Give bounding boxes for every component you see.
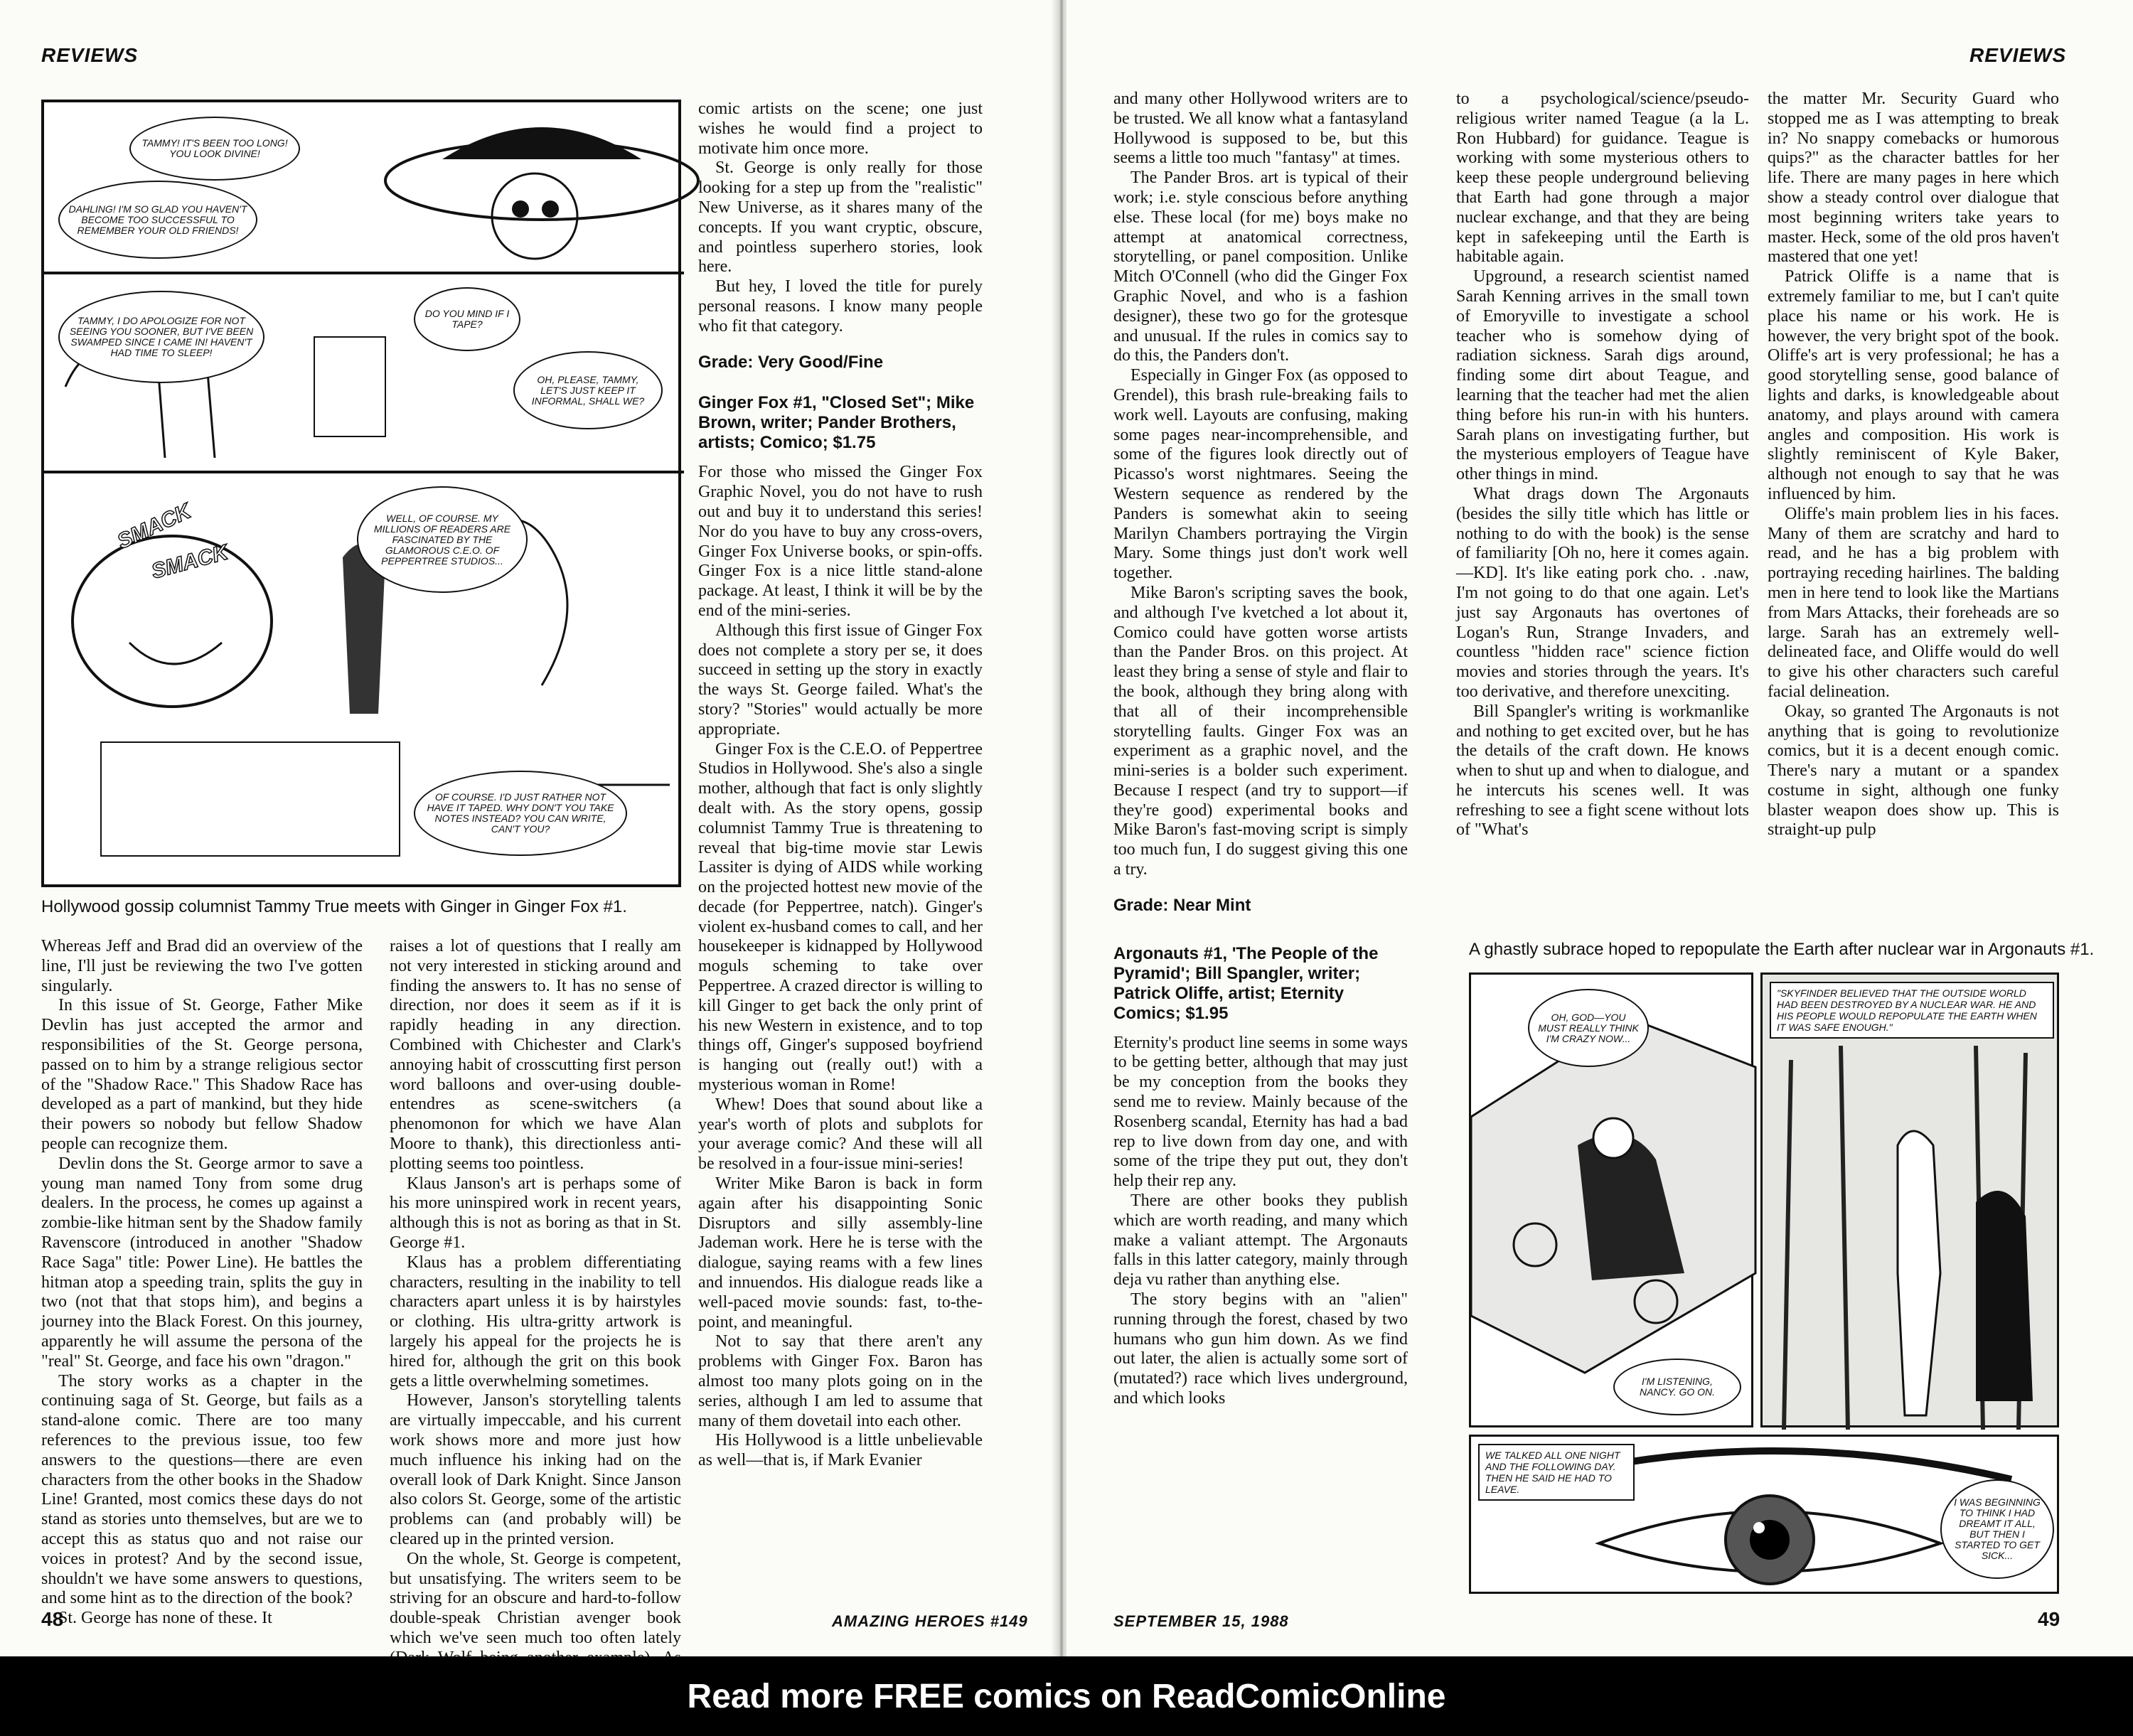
paragraph: Although this first issue of Ginger Fox does not complete a story per se, it does succeed in setting up the story in exactly the ways St. George failed. What's the story? "Stories" would actually be more appropriate.: [698, 621, 983, 739]
sound-effect: SMACK: [113, 499, 195, 554]
paragraph: However, Janson's storytelling talents are virtually impeccable, and his current work shows more and more just how much influence his inking had on the overall look of Dark Knight. Since Janson also colors St. George, some of the artistic problems can (and probably will) be cleared up in the printed version.: [390, 1391, 681, 1548]
paragraph: Upground, a research scientist named Sarah Kenning arrives in the small town of Emoryville to investigate a school teacher who is somehow dying of radiation sickness. Sarah digs around, finding some dirt about Teague, and learning that the teacher had met the alien thing before his run-in with his hunters. Sarah plans on investigating further, but the mysterious employers of Teague have other things in mind.: [1456, 267, 1749, 484]
paragraph: Bill Spangler's writing is workmanlike and nothing to get excited over, but he has the details of the craft down. He knows when to shut up and when to dialogue, and he intercuts his scenes well. It was refreshing to see a fight scene without lots of "What's: [1456, 702, 1749, 840]
paragraph: Writer Mike Baron is back in form again after his disappointing Sonic Disruptors and silly assembly-line Jademan work. Here he is terse with the dialogue, saying reams with a few lines and innuendos. His dialogue reads like a well-paced movie sounds: fast, to-the-point, and meaningful.: [698, 1174, 983, 1332]
review-heading: Argonauts #1, 'The People of the Pyramid'; Bill Spangler, writer; Patrick Oliffe, artist; Eternity Comics; $1.95: [1113, 943, 1379, 1023]
article-column-3: [1768, 90, 2059, 928]
paragraph: Oliffe's main problem lies in his faces. Many of them are scratchy and hard to read, and he has a big problem with portraying receding hairlines. The balding men in here tend to look like the Martians from Mars Attacks, their foreheads are so large. Sarah has an extremely well-delineated face, and Oliffe would do well to give his other characters such careful facial delineation.: [1768, 504, 2059, 701]
figure-caption: A ghastly subrace hoped to repopulate the Earth after nuclear war in Argonauts #1.: [1469, 940, 2095, 959]
paragraph: Klaus Janson's art is perhaps some of his more uninspired work in recent years, although this is not as boring as that in St. George #1.: [390, 1174, 681, 1252]
speech-balloon: DAHLING! I'M SO GLAD YOU HAVEN'T BECOME TOO SUCCESSFUL TO REMEMBER YOUR OLD FRIENDS!: [58, 181, 257, 259]
paragraph: and many other Hollywood writers are to be trusted. We all know what a fantasyland Hollywood is supposed to be, but this seems a little too much "fantasy" at times.: [1113, 90, 1408, 168]
promo-banner[interactable]: Read more FREE comics on ReadComicOnline: [0, 1656, 2133, 1736]
paragraph: But hey, I loved the title for purely personal reasons. I know many people who fit that category.: [698, 277, 983, 336]
page-number: 49: [2038, 1608, 2060, 1630]
figure-caption: Hollywood gossip columnist Tammy True meets with Ginger in Ginger Fox #1.: [41, 897, 627, 916]
page-number: 48: [41, 1608, 64, 1630]
article-column-2: [390, 937, 681, 1647]
speech-balloon: OH, GOD—YOU MUST REALLY THINK I'M CRAZY NOW...: [1528, 989, 1649, 1067]
article-column-2: [1456, 90, 1749, 928]
paragraph: Okay, so granted The Argonauts is not anything that is going to revolutionize comics, but it is a decent enough comic. There's nary a mutant or a spandex costume in sight, although one funky blaster weapon does show up. This is straight-up pulp: [1768, 702, 2059, 840]
comic-panel: [1469, 1435, 2059, 1594]
review-grade: Grade: Very Good/Fine: [698, 352, 884, 372]
paragraph: comic artists on the scene; one just wishes he would find a project to motivate him once more.: [698, 100, 983, 158]
speech-balloon: I'M LISTENING, NANCY. GO ON.: [1613, 1359, 1741, 1415]
paragraph: raises a lot of questions that I really am not very interested in sticking around and finding the answers to. It has no sense of direction, nor does it seem as if it is rapidly heading in any direction. Combined with Chichester and Clark's annoying habit of crosscutting first person word balloons and over-using double-entendres as scene-switchers (a phenomonon for which we have Alan Moore to thank), this directionless anti-plotting seems too pointless.: [390, 937, 681, 1173]
argonauts-comic-art: [1469, 973, 2059, 1594]
paragraph: The story works as a chapter in the continuing saga of St. George, but fails as a stand-alone comic. There are too many references to the previous issue, too few answers to the questions—there are even characters from the other books in the Shadow Line! Granted, most comics these days do not stand as stories unto themselves, but are we to accept this as status quo and not raise our voices in protest? And by the second issue, shouldn't we have some answers to questions, and some hint as to the direction of the book?: [41, 1371, 363, 1608]
ginger-fox-comic-art: [41, 100, 681, 887]
caption-box: WE TALKED ALL ONE NIGHT AND THE FOLLOWING DAY. THEN HE SAID HE HAD TO LEAVE.: [1478, 1444, 1635, 1501]
paragraph: St. George has none of these. It: [58, 1609, 272, 1628]
magazine-title: AMAZING HEROES #149: [832, 1612, 1028, 1630]
paragraph: Mike Baron's scripting saves the book, and although I've kvetched a lot about it, Comico could have gotten worse artists than the Pander Bros. on this project. At least they bring a sense of style and flair to the book, although they bring along with that all of their incomprehensible storytelling faults. Ginger Fox was an experiment as a graphic novel, and the mini-series is a bolder such experiment. Because I respect (and try to support—if they're good) experimental books and Mike Baron's fast-moving script is simply too much fun, I do suggest giving this one a try.: [1113, 583, 1408, 879]
comic-panel: [1469, 973, 1753, 1427]
paragraph: Devlin dons the St. George armor to save a young man named Tony from some drug dealers. In the process, he comes up against a zombie-like hitman sent by the Shadow family Ravenscore (introduced in another "Shadow Race Saga" title: Power Line). He battles the hitman atop a speeding train, splits the guy in two (not that that stops him), and begins a journey into the Black Forest. On this journey, apparently he will assume the persona of the "real" St. George, and face his own "dragon.": [41, 1154, 363, 1371]
panel-linework: [1763, 975, 2061, 1430]
paragraph: The Pander Bros. art is typical of their work; i.e. style conscious before anything else. These local (for me) boys make no attempt at anatomical correctness, storytelling, or panel composition. Unlike Mitch O'Connell (who did the Ginger Fox Graphic Novel, and who is a fashion designer), these two go for the grotesque and unusual. If the rules in comics say to do this, the Panders don't.: [1113, 168, 1408, 365]
paragraph: Klaus has a problem differentiating characters, resulting in the inability to tell characters apart unless it is by hairstyles or clothing. His ultra-gritty artwork is largely his appeal for the projects he is hired for, although the grit on this book gets a little overwhelming sometimes.: [390, 1253, 681, 1391]
paragraph: What drags down The Argonauts (besides the silly title which has little or nothing to do with the book) is the sense of familiarity [Oh no, here it comes again.—KD]. It's like eating pork cho. . .naw, I'm not going to do that one again. Let's just say Argonauts has overtones of Logan's Run, Strange Invaders, and countless "hidden race" science fiction movies and stories through the years. It's too derivative, and therefore unexciting.: [1456, 484, 1749, 701]
speech-balloon: WELL, OF COURSE. MY MILLIONS OF READERS ARE FASCINATED BY THE GLAMOROUS C.E.O. OF PEPPERTREE STUDIOS...: [357, 486, 528, 593]
left-page: [0, 0, 1058, 1656]
paragraph: Ginger Fox is the C.E.O. of Peppertree Studios in Hollywood. She's also a single mother, although that fact is only slightly dealt with. As the story opens, gossip columnist Tammy True is threatening to reveal that big-time movie star Lewis Lassiter is dying of AIDS while working on the projected hottest new movie of the decade (for Peppertree, natch). Ginger's violent ex-husband comes to call, and her housekeeper is kidnapped by Hollywood moguls scheming to take over Peppertree. A crazed director is willing to kill Ginger to get back the only print of his new Western in existence, and to top things off, Ginger's supposed boyfriend is hanging out (really out!) with a mysterious woman in Rome!: [698, 739, 983, 1095]
paragraph: Eternity's product line seems in some ways to be getting better, although that may just be my conception from the books they send me to review. Mainly because of the Rosenberg scandal, Eternity has had a bad rep to live down from day one, and with some of the tripe they put out, they don't help their rep any.: [1113, 1033, 1408, 1191]
paragraph: For those who missed the Ginger Fox Graphic Novel, you do not have to rush out and buy it to understand this series! Nor do you have to buy any cross-overs, Ginger Fox Universe books, or spin-offs. Ginger Fox is a nice little stand-alone package. At least, I think it will be by the end of the mini-series.: [698, 463, 983, 620]
paragraph: the matter Mr. Security Guard who stopped me as I was attempting to break in? No snappy comebacks or humorous quips?" as the character battles for her life. There are many pages in here which show a steady control over dialogue that most beginning writers take years to master. Heck, some of the old pros haven't mastered that one yet!: [1768, 90, 2059, 267]
paragraph: There are other books they publish which are worth reading, and many which make a valiant attempt. The Argonauts falls in this latter category, mainly through deja vu rather than anything else.: [1113, 1191, 1408, 1290]
paragraph: In this issue of St. George, Father Mike Devlin has just accepted the armor and responsibilities of the St. George persona, passed on to him by a strange religious sector of the "Shadow Race." This Shadow Race has developed as a part of mankind, but they hide their powers so nobody but fellow Shadow people can recognize them.: [41, 996, 363, 1153]
paragraph: Not to say that there aren't any problems with Ginger Fox. Baron has almost too many plots going on in the series, although I am led to assume that many of them dovetail into each other.: [698, 1332, 983, 1430]
speech-balloon: TAMMY! IT'S BEEN TOO LONG! YOU LOOK DIVINE!: [129, 117, 300, 181]
speech-balloon: DO YOU MIND IF I TAPE?: [414, 287, 520, 351]
paragraph: to a psychological/science/pseudo-religious writer named Teague (a la L. Ron Hubbard) for guidance. Teague is working with some mysterious others to keep these people underground believing that Earth had gone through a major nuclear exchange, and that they are being kept in safekeeping until the Earth is habitable again.: [1456, 90, 1749, 267]
paragraph: On the whole, St. George is competent, but unsatisfying. The writers seem to be striving for an obscure and hard-to-follow double-speak Christian avenger book which we've seen much too often lately: [390, 1549, 681, 1647]
paragraph: Whereas Jeff and Brad did an overview of the line, I'll just be reviewing the two I've gotten singularly.: [41, 937, 363, 995]
paragraph: St. George is only really for those looking for a step up from the "realistic" New Universe, as it shares many of the concepts. If you want cryptic, obscure, and pointless superhero stories, look here.: [698, 159, 983, 277]
speech-balloon: TAMMY, I DO APOLOGIZE FOR NOT SEEING YOU SOONER, BUT I'VE BEEN SWAMPED SINCE I CAME IN! HAVEN'T HAD TIME TO SLEEP!: [58, 291, 264, 383]
section-header: REVIEWS: [1969, 44, 2067, 66]
paragraph: Especially in Ginger Fox (as opposed to Grendel), this brash rule-breaking fails to work well. Layouts are confusing, making some pages near-incomprehensible, and some of the figures look directly out of Picasso's worst nightmares. Seeing the Western sequence as rendered by the Panders is somewhat akin to seeing Marilyn Chambers portraying the Virgin Mary. Some things just don't work well together.: [1113, 366, 1408, 583]
paragraph: His Hollywood is a little unbelievable as well—that is, if Mark Evanier: [698, 1431, 983, 1470]
review-grade: Grade: Near Mint: [1113, 895, 1251, 915]
speech-balloon: OH, PLEASE, TAMMY, LET'S JUST KEEP IT INFORMAL, SHALL WE?: [513, 351, 663, 429]
paragraph: Whew! Does that sound about like a year's worth of plots and subplots for your average comic? And these will all be resolved in a four-issue mini-series!: [698, 1095, 983, 1174]
paragraph: The story begins with an "alien" running through the forest, chased by two humans who gun him down. As we find out later, the alien is actually some sort of (mutated?) race which lives underground, and which looks: [1113, 1290, 1408, 1408]
review-heading: Ginger Fox #1, "Closed Set"; Mike Brown, writer; Pander Brothers, artists; Comico; $1.75: [698, 393, 975, 453]
paragraph: Patrick Oliffe is a name that is extremely familiar to me, but I can't quite place his name or his work. He is however, the very bright spot of the book. Oliffe's art is very professional; he has a good storytelling sense, good balance of lights and darks, is knowledgeable about anatomy, and plays around with camera angles and composition. His work is slightly reminiscent of Kyle Baker, although not enough to say that he was influenced by him.: [1768, 267, 2059, 503]
speech-balloon: OF COURSE. I'D JUST RATHER NOT HAVE IT TAPED. WHY DON'T YOU TAKE NOTES INSTEAD? YOU CAN WRITE, CAN'T YOU?: [414, 771, 627, 856]
article-column-1: [1113, 90, 1408, 1582]
speech-balloon: I WAS BEGINNING TO THINK I HAD DREAMT IT ALL, BUT THEN I STARTED TO GET SICK...: [1940, 1479, 2054, 1579]
issue-date: SEPTEMBER 15, 1988: [1113, 1612, 1289, 1630]
article-column-3: [698, 100, 983, 1585]
right-page: [1066, 0, 2133, 1656]
section-header: REVIEWS: [41, 44, 139, 66]
comic-panel: [1760, 973, 2059, 1427]
caption-box: "SKYFINDER BELIEVED THAT THE OUTSIDE WORLD HAD BEEN DESTROYED BY A NUCLEAR WAR. HE AND HIS PEOPLE WOULD REPOPULATE THE EARTH WHEN IT WAS SAFE ENOUGH.": [1770, 982, 2054, 1039]
sound-effect: SMACK: [149, 540, 231, 584]
